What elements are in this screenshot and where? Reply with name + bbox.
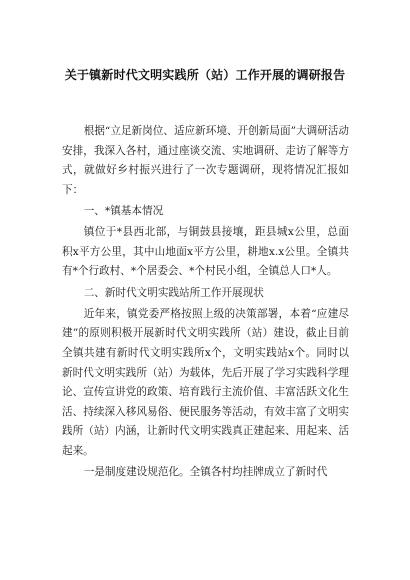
basic-info-paragraph: 镇位于*县西北部，与铜鼓县接壤，距县城x公里，总面积x平方公里，其中山地面x平方公里，耕地x.x公里。全镇共有*个行政村、*个居委会、*个村民小组，全镇总人口*人。 bbox=[62, 226, 349, 278]
document-body bbox=[62, 122, 349, 484]
status-paragraph: 近年来，镇党委严格按照上级的决策部署，本着“应建尽建”的原则积极开展新时代文明实践所（站）建设，截止目前全镇共建有新时代文明实践所x个，文明实践站x个。同时以新时代文明实践所（站）为载体，先后开展了学习实践科学理论、宣传宣讲党的政策、培育践行主流价值、丰富活跃文化生活、持续深入移风易俗、便民服务等活动，有效丰富了文明实践所（站）内涵，让新时代文明实践真正建起来、用起来、活起来。 bbox=[62, 307, 349, 457]
institution-paragraph: 一是制度建设规范化。全镇各村均挂牌成立了新时代 bbox=[83, 466, 328, 479]
section-heading-1: 一、*镇基本情况 bbox=[83, 204, 164, 217]
document-title: 关于镇新时代文明实践所（站）工作开展的调研报告 bbox=[64, 68, 346, 82]
section-heading-2: 二、新时代文明实践站所工作开展现状 bbox=[83, 286, 264, 299]
intro-paragraph: 根据“立足新岗位、适应新环境、开创新局面”大调研活动安排，我深入各村，通过座谈交流、实地调研、走访了解等方式，就做好乡村振兴进行了一次专题调研，现将情况汇报如下： bbox=[62, 125, 349, 196]
